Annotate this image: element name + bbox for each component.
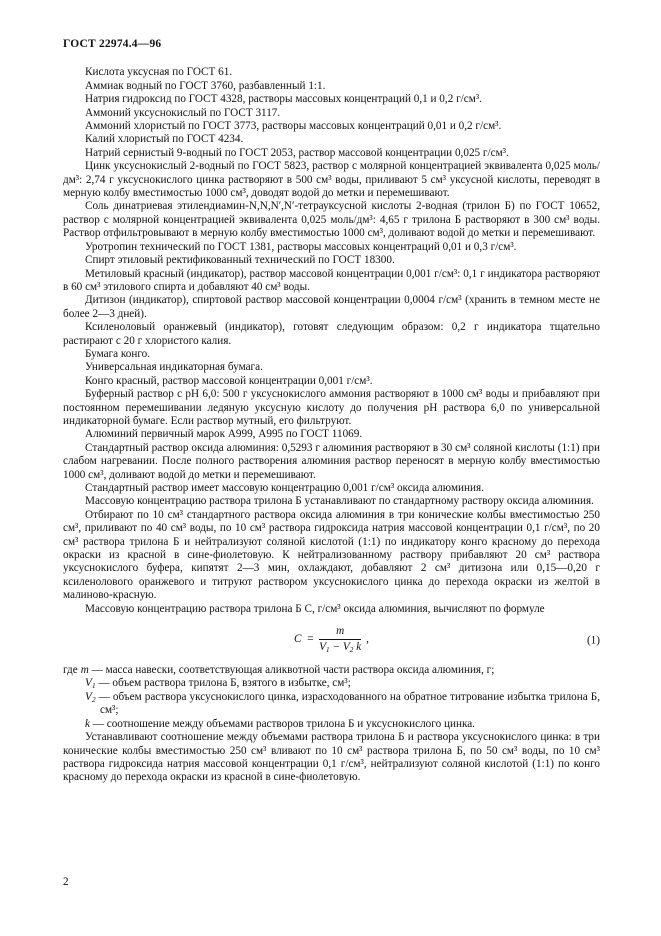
legend-text: — объем раствора трилона Б, взятого в избытке, см³;	[95, 677, 351, 690]
legend-intro: где	[63, 664, 78, 677]
paragraph: Бумага конго.	[85, 347, 151, 360]
paragraph: Метиловый красный (индикатор), раствор массовой концентрации 0,001 г/см³: 0,1 г индикатора растворяют в 60 см³ этилового спирта и добавляют 40 см³ воды.	[63, 267, 600, 293]
legend-term: V	[85, 690, 92, 703]
formula-comma: ,	[366, 633, 369, 646]
paragraph: Аммоний уксуснокислый по ГОСТ 3117.	[85, 106, 281, 119]
legend-item: $V_2$ — объем раствора уксуснокислого цинка, израсходованного на обратное титрование избытка трилона Б, см³;	[85, 690, 600, 717]
legend-item	[63, 718, 600, 731]
formula-lhs: C	[294, 633, 302, 646]
text-block	[63, 38, 600, 785]
legend-text: — масса навески, соответствующая аликвотной части раствора оксида алюминия, г;	[88, 664, 495, 677]
legend-term: k	[85, 717, 90, 730]
page-number: 2	[63, 876, 69, 888]
document-header: ГОСТ 22974.4—96	[63, 38, 162, 50]
paragraph: Массовую концентрацию раствора трилона Б устанавливают по стандартному раствору оксида алюминия.	[85, 495, 594, 508]
formula	[63, 625, 600, 657]
paragraph: Ксиленоловый оранжевый (индикатор), готовят следующим образом: 0,2 г индикатора тщательно растирают с 20 г хлористого калия.	[63, 321, 600, 347]
legend-text: — объем раствора уксуснокислого цинка, израсходованного на обратное титрование избытка трилона Б, см³;	[95, 690, 600, 717]
legend-term: V	[85, 677, 92, 690]
formula-denominator: $V_1 - V_2$ k	[319, 641, 362, 655]
paragraph: Соль динатриевая этилендиамин-N,N,N′,N′-тетрауксусной кислоты 2-водная (трилон Б) по ГОСТ 10652, раствор с молярной концентрацией эквивалента 0,025 моль/дм³: 4,65 г трилона Б растворяют в 300 см³ воды. Раствор отфильтровывают в мерную колбу вместимостью 1000 см³, доливают водой до метки и перемешивают.	[63, 200, 600, 240]
legend-item: $V_1$ — объем раствора трилона Б, взятого в избытке, см³;	[85, 677, 351, 691]
paragraph: Стандартный раствор имеет массовую концентрацию 0,001 г/см³ оксида алюминия.	[85, 482, 484, 494]
paragraph: Спирт этиловый ректификованный технический по ГОСТ 18300.	[85, 254, 395, 267]
paragraph: Алюминий первичный марок А999, А995 по ГОСТ 11069.	[85, 428, 363, 441]
legend-text: — соотношение между объемами растворов трилона Б и уксуснокислого цинка.	[89, 717, 475, 730]
paragraph: Цинк уксуснокислый 2-водный по ГОСТ 5823, раствор с молярной концентрацией эквивалента 0,025 моль/дм³: 2,74 г уксуснокислого цинка растворяют в 500 см³ воды, приливают 5 см³ уксусной кислоты, переводят в мерную колбу вместимостью 1000 см³, доводят водой до метки и перемешивают.	[63, 160, 600, 200]
paragraph: Конго красный, раствор массовой концентрации 0,001 г/см³.	[85, 374, 373, 387]
paragraph: Стандартный раствор оксида алюминия: 0,5293 г алюминия растворяют в 30 см³ соляной кислоты (1:1) при слабом нагревании. После полного растворения алюминия раствор переносят в мерную колбу вместимостью 1000 см³, доливают водой до метки и перемешивают.	[63, 441, 600, 481]
paragraph: Аммиак водный по ГОСТ 3760, разбавленный 1:1.	[85, 79, 326, 92]
paragraph: Универсальная индикаторная бумага.	[85, 361, 263, 374]
paragraph: Кислота уксусная по ГОСТ 61.	[85, 66, 233, 79]
paragraph: Натрий сернистый 9-водный по ГОСТ 2053, раствор массовой концентрации 0,025 г/см³.	[85, 146, 509, 159]
formula-expression	[294, 625, 369, 655]
paragraph: Устанавливают соотношение между объемами раствора трилона Б и раствора уксуснокислого цинка: в три конические колбы вместимостью 250 см³ вливают по 10 см³ раствора трилона Б, по 50 см³ воды, по 10 см³ раствора гидроксида натрия массовой концентрации 0,1 г/см³, нейтрализуют соляной кислотой (1:1) по конго красному до перехода окраски из красной в сине-фиолетовую.	[63, 731, 600, 784]
paragraph: Буферный раствор с рН 6,0: 500 г уксуснокислого аммония растворяют в 1000 см³ воды и прибавляют при постоянном перемешивании ледяную уксусную кислоту до получения рН раствора 6,0 по универсальной индикаторной бумаге. Если раствор мутный, его фильтруют.	[63, 388, 600, 427]
paragraph: Аммоний хлористый по ГОСТ 3773, растворы массовых концентраций 0,01 и 0,2 г/см³.	[85, 120, 502, 133]
legend-term: m	[80, 664, 89, 677]
formula-numerator: m	[319, 625, 361, 640]
legend-item	[63, 664, 600, 677]
formula-legend	[63, 664, 600, 731]
paragraph: Отбирают по 10 см³ стандартного раствора оксида алюминия в три конические колбы вместимостью 250 см³, приливают по 40 см³ воды, по 10 см³ раствора гидроксида натрия массовой концентрации 0,1 г/см³, по 20 см³ раствора трилона Б и нейтрализуют соляной кислотой (1:1) по индикатору конго красному до перехода окраски из красной в сине-фиолетовую. К нейтрализованному раствору прибавляют 20 см³ раствора уксуснокислого буфера, кипятят 2—3 мин, охлаждают, добавляют 2 см³ дитизона или 0,15—0,20 г ксиленолового оранжевого и титруют раствором уксуснокислого цинка до перехода окраски из желтой в малиново-красную.	[63, 508, 600, 602]
paragraph: Массовую концентрацию раствора трилона Б С, г/см³ оксида алюминия, вычисляют по формуле	[85, 602, 545, 615]
paragraph: Калий хлористый по ГОСТ 4234.	[85, 133, 244, 146]
formula-number: (1)	[586, 634, 600, 647]
paragraph: Дитизон (индикатор), спиртовой раствор массовой концентрации 0,0004 г/см³ (хранить в темном месте не более 2—3 дней).	[63, 294, 600, 320]
formula-fraction	[319, 625, 361, 655]
paragraph: Натрия гидроксид по ГОСТ 4328, растворы массовых концентраций 0,1 и 0,2 г/см³.	[85, 93, 482, 106]
formula-equals: =	[306, 633, 315, 646]
paragraph: Уротропин технический по ГОСТ 1381, растворы массовых концентраций 0,01 и 0,3 г/см³.	[85, 240, 517, 253]
